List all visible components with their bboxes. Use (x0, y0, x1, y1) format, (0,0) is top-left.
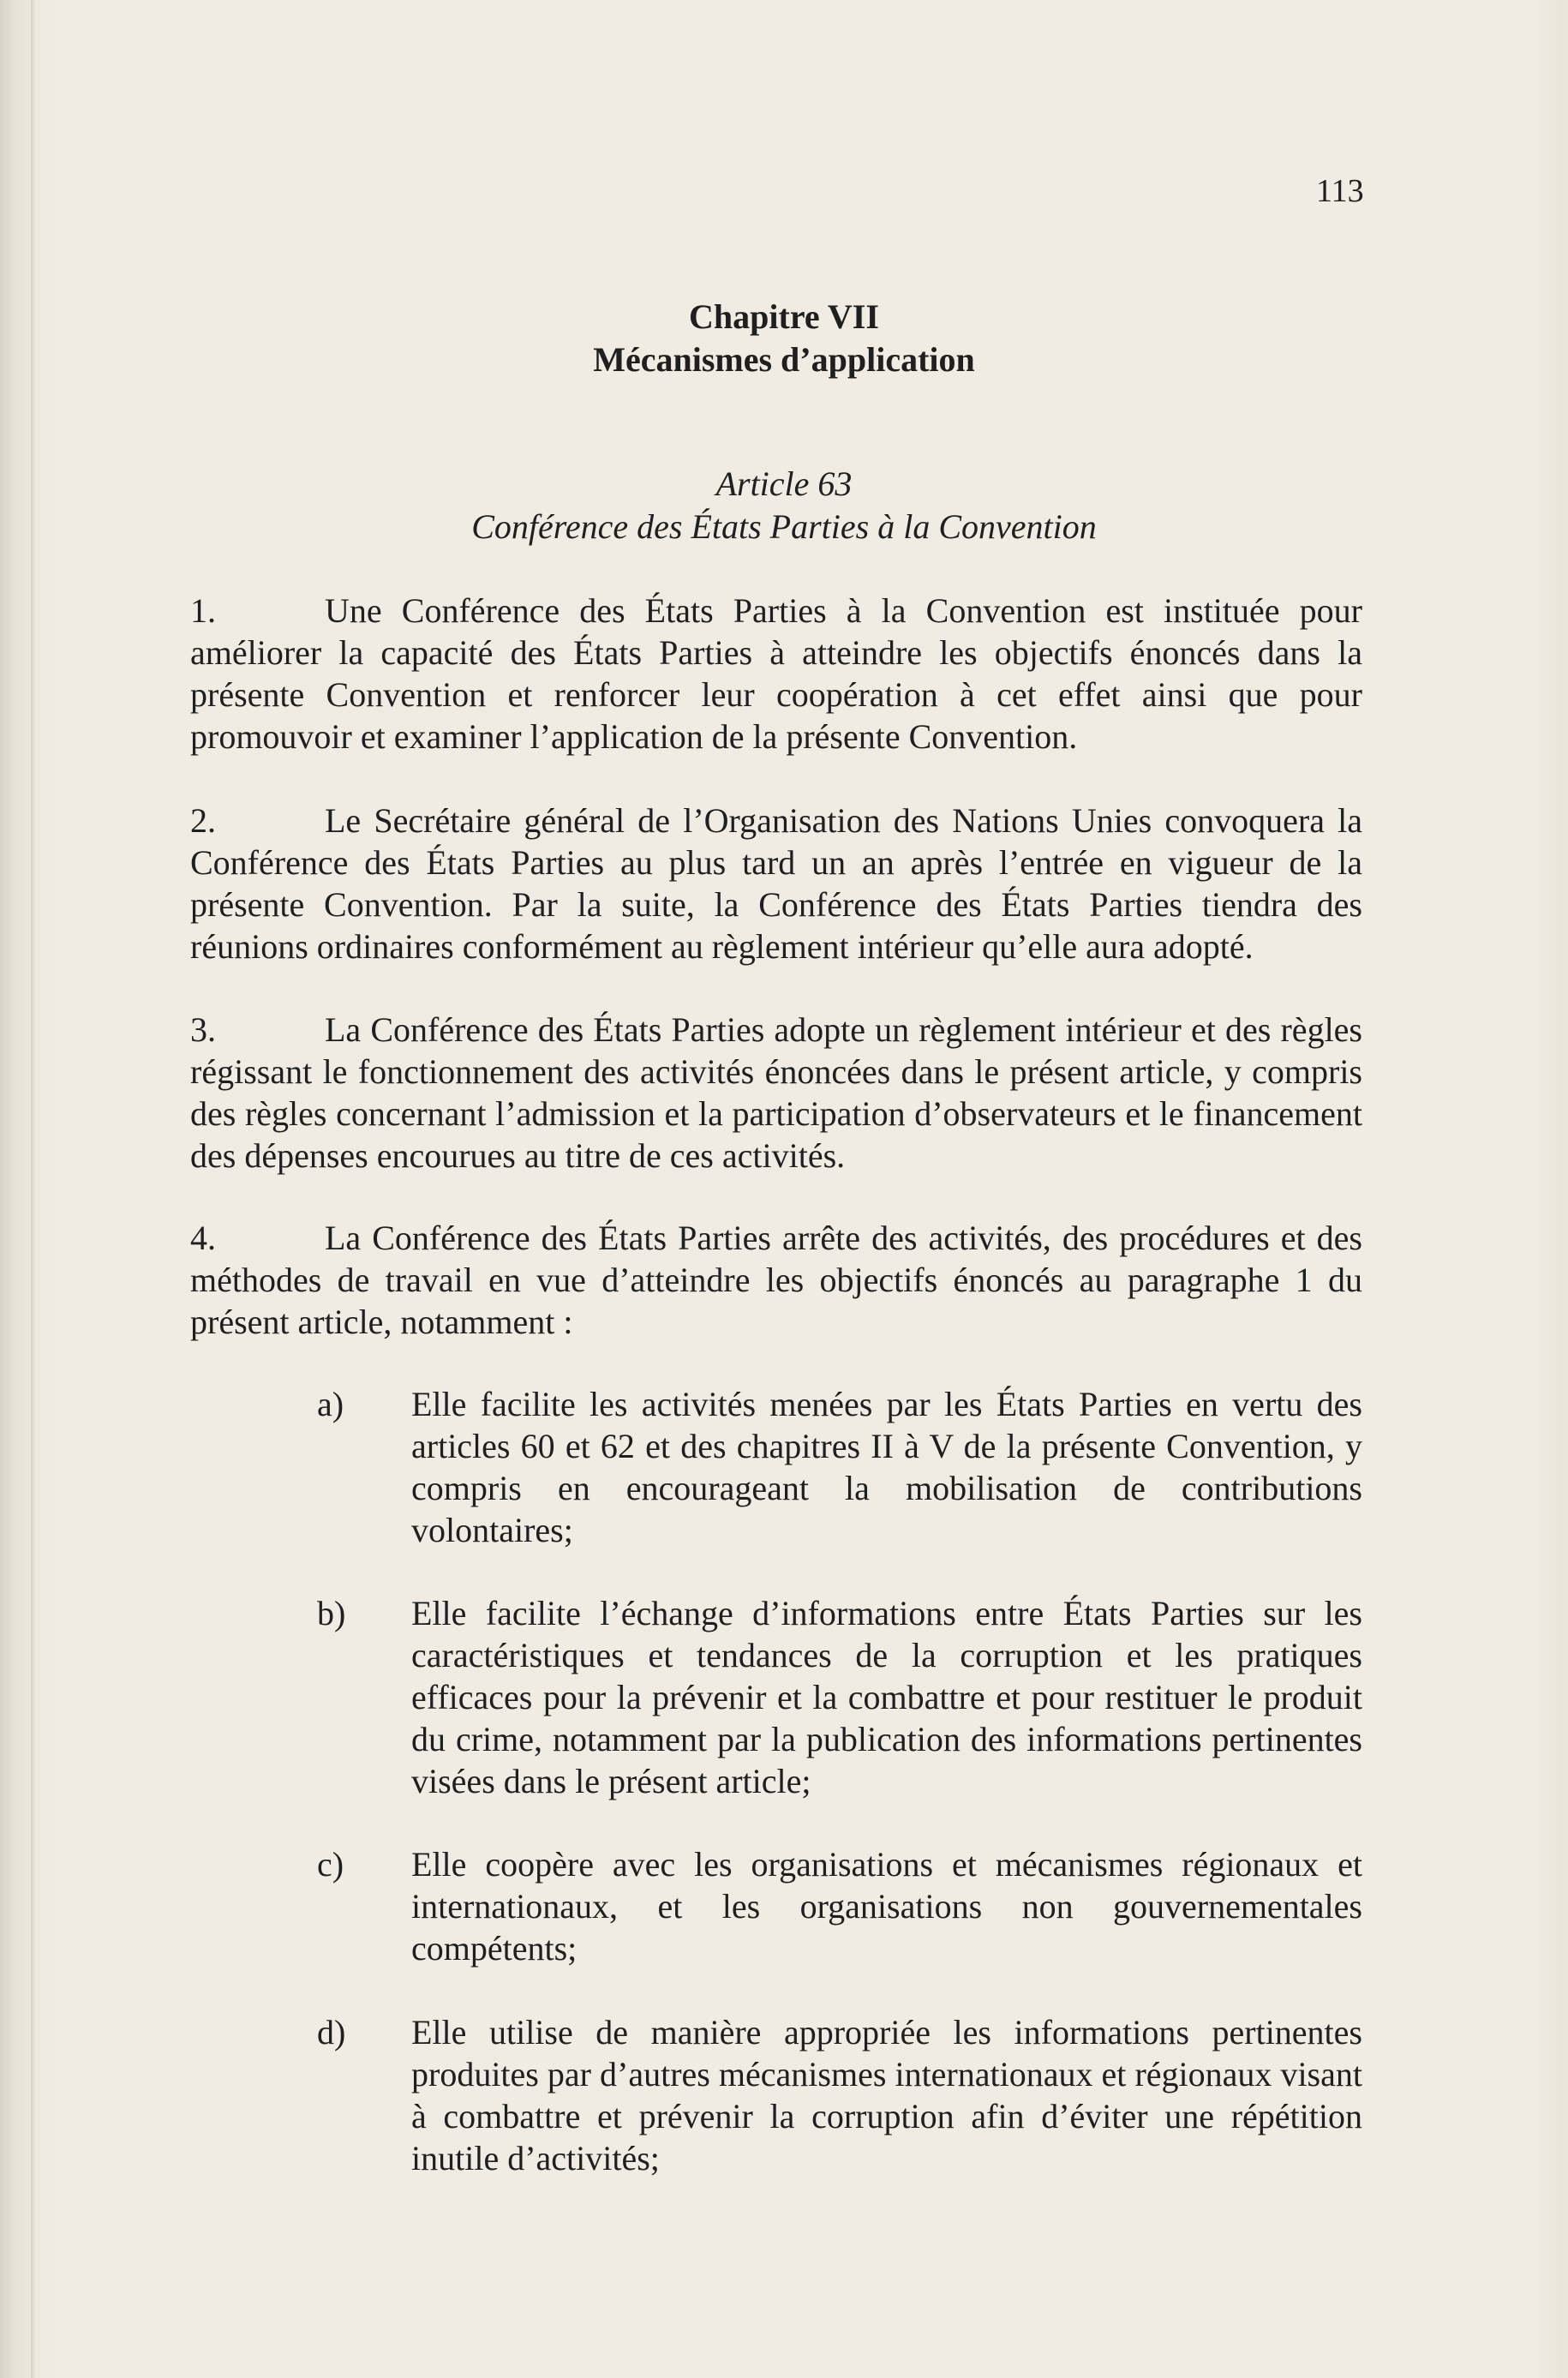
article-title: Conférence des États Parties à la Convention (471, 507, 1097, 546)
paragraph-number: 1. (190, 591, 216, 630)
paragraph-3 (190, 1009, 1362, 1177)
paragraph-number: 2. (190, 801, 216, 840)
list-item-text: Elle utilise de manière appropriée les informations pertinentes produites par d’autres mécanismes internationaux et régionaux visant à combattre et prévenir la corruption afin d’éviter une répétition inutile d’activités; (411, 2013, 1362, 2177)
paragraph-text: Le Secrétaire général de l’Organisation des Nations Unies convoquera la Conférence des États Parties au plus tard un an après l’entrée en vigueur de la présente Convention. Par la suite, la Conférence des États Parties tiendra des réunions ordinaires conformément au règlement intérieur qu’elle aura adopté. (190, 801, 1362, 966)
list-item-text: Elle facilite l’échange d’informations entre États Parties sur les caractéristiques et tendances de la corruption et les pratiques efficaces pour la prévenir et la combattre et pour restituer le produit du crime, notamment par la publication des informations pertinentes visées dans le présent article; (411, 1594, 1362, 1800)
list-item-label: a) (317, 1385, 344, 1423)
paragraph-number: 4. (190, 1219, 216, 1257)
paragraph-text: La Conférence des États Parties adopte un règlement intérieur et des règles régissant le fonctionnement des activités énoncées dans le présent article, y compris des règles concernant l’admission et la participation d’observateurs et le financement des dépenses encourues au titre de ces activités. (190, 1010, 1362, 1175)
paragraph-4 (190, 1217, 1362, 1343)
chapter-subtitle: Mécanismes d’application (593, 340, 975, 379)
list-item-label: c) (317, 1845, 344, 1884)
article-number: Article 63 (715, 464, 853, 503)
page-number: 113 (1316, 173, 1364, 209)
list-item-label: d) (317, 2013, 346, 2052)
list-item-text: Elle coopère avec les organisations et mécanismes régionaux et internationaux, et les organisations non gouvernementales compétents; (411, 1845, 1362, 1968)
paragraph-text: Une Conférence des États Parties à la Convention est instituée pour améliorer la capacité des États Parties à atteindre les objectifs énoncés dans la présente Convention et renforcer leur coopération à cet effet ainsi que pour promouvoir et examiner l’application de la présente Convention. (190, 591, 1362, 756)
paragraph-2 (190, 800, 1362, 967)
paragraph-1 (190, 590, 1362, 758)
chapter-title: Chapitre VII (689, 297, 879, 336)
paragraph-number: 3. (190, 1010, 216, 1049)
article-heading (0, 463, 1568, 548)
paragraph-text: La Conférence des États Parties arrête des activités, des procédures et des méthodes de travail en vue d’atteindre les objectifs énoncés au paragraphe 1 du présent article, notamment : (190, 1219, 1362, 1341)
chapter-heading (0, 296, 1568, 381)
list-item-label: b) (317, 1594, 346, 1632)
list-item-text: Elle facilite les activités menées par les États Parties en vertu des articles 60 et 62 et des chapitres II à V de la présente Convention, y compris en encourageant la mobilisation de contributions volontaires; (411, 1385, 1362, 1549)
